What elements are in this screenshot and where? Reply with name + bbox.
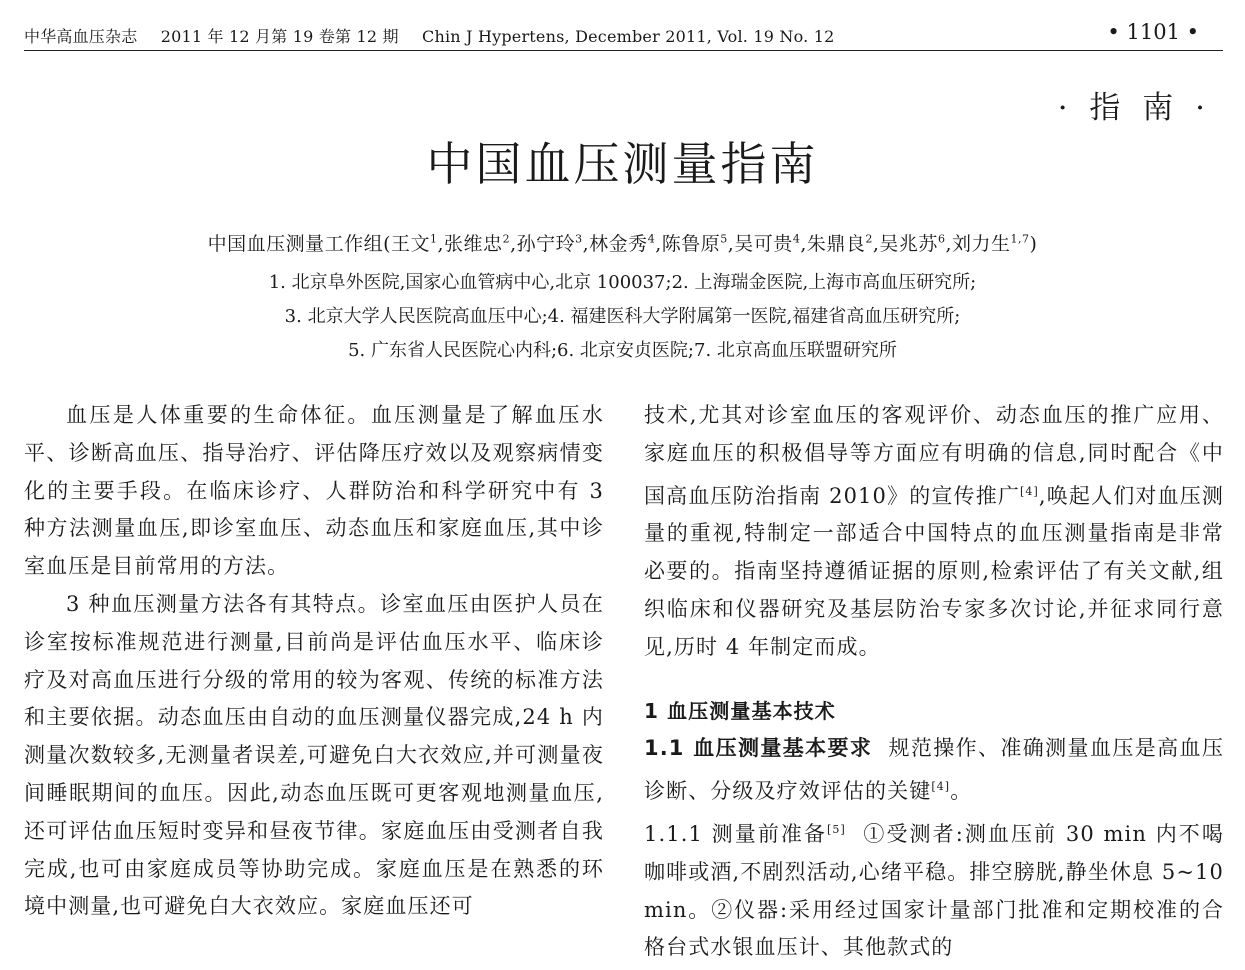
subsection-heading: 1.1 血压测量基本要求: [644, 736, 873, 761]
paragraph: 血压是人体重要的生命体征。血压测量是了解血压水平、诊断高血压、指导治疗、评估降压疗效以及观察病情变化的主要手段。在临床诊疗、人群防治和科学研究中有 3 种方法测量血压,即诊室血压、动态血压和家庭血压,其中诊室血压是目前常用的方法。: [24, 403, 604, 579]
author-names: [391, 233, 1030, 255]
paragraph: 3 种血压测量方法各有其特点。诊室血压由医护人员在诊室按标准规范进行测量,目前尚是评估血压水平、临床诊疗及对高血压进行分级的常用的较为客观、传统的标准方法和主要依据。动态血压由自动的血压测量仪器完成,24 h 内测量次数较多,无测量者误差,可避免白大衣效应,并可测量夜间睡眠期间的血压。因此,动态血压既可更客观地测量血压,还可评估血压短时变异和昼夜节律。家庭血压由受测者自我完成,也可由家庭成员等协助完成。家庭血压是在熟悉的环境中测量,也可避免白大衣效应。家庭血压还可: [24, 591, 604, 919]
author-name: 张维忠: [444, 233, 503, 255]
paragraph-text: 。: [950, 779, 973, 804]
author-affiliation-mark: 5: [720, 232, 728, 246]
paragraph-text: 技术,尤其对诊室血压的客观评价、动态血压的推广应用、家庭血压的积极倡导等方面应有明确的信息,同时配合《中国高血压防治指南 2010》的宣传推广: [644, 403, 1224, 508]
author-name: 刘力生: [951, 233, 1011, 255]
author-separator: ,: [582, 233, 590, 255]
author-affiliation-mark: 1,7: [1010, 232, 1030, 246]
author-separator: ,: [727, 233, 735, 255]
author-name: 吴兆苏: [879, 233, 938, 255]
affiliation-line: 1. 北京阜外医院,国家心血管病中心,北京 100037;2. 上海瑞金医院,上海市高血压研究所;: [268, 272, 977, 293]
author-affiliation-mark: 4: [647, 232, 656, 246]
paragraph-text: ,唤起人们对血压测量的重视,特制定一部适合中国特点的血压测量指南是非常必要的。指南坚持遵循证据的原则,检索评估了有关文献,组织临床和仪器研究及基层防治专家多次讨论,并征求同行意见,历时 4 年制定而成。: [644, 483, 1224, 659]
author-separator: ,: [510, 233, 517, 255]
journal-citation-en: Chin J Hypertens, December 2011, Vol. 19 No. 12: [422, 27, 835, 46]
journal-citation: [24, 24, 852, 47]
body-column-left: [24, 397, 604, 926]
section-tag: · 指 南 ·: [1057, 90, 1211, 126]
issue-cn: 2011 年 12 月第 19 卷第 12 期: [160, 27, 399, 46]
paragraph: [644, 730, 1224, 811]
author-separator: ,: [800, 233, 807, 255]
paragraph-text: 规范操作、准确测量血压是高血压诊断、分级及疗效评估的关键: [644, 736, 1224, 804]
author-name: 林金秀: [589, 233, 648, 255]
author-affiliation-mark: 2: [502, 232, 511, 246]
body-column-right: [644, 397, 1224, 967]
author-group: 中国血压测量工作组(: [207, 233, 391, 255]
citation-ref: [4]: [931, 780, 951, 794]
author-separator: ,: [437, 233, 445, 255]
author-list: [0, 229, 1245, 256]
author-name: 吴可贵: [734, 233, 793, 255]
author-separator: ,: [872, 233, 880, 255]
author-affiliation-mark: 6: [937, 232, 946, 246]
subsubsection-heading: 1.1.1 测量前准备: [644, 821, 828, 846]
author-name: 朱鼎良: [806, 233, 866, 255]
running-head: [24, 18, 1223, 51]
author-affiliation-mark: 4: [792, 232, 801, 246]
affiliation-line: 5. 广东省人民医院心内科;6. 北京安贞医院;7. 北京高血压联盟研究所: [348, 340, 897, 361]
author-separator: ,: [655, 233, 662, 255]
author-name: 王文: [390, 233, 430, 255]
author-separator: ,: [945, 233, 952, 255]
article-title: 中国血压测量指南: [426, 137, 819, 191]
journal-name-cn: 中华高血压杂志: [24, 27, 138, 46]
paragraph: [644, 811, 1224, 967]
citation-ref: [5]: [827, 822, 846, 836]
author-affiliation-mark: 3: [575, 232, 583, 246]
author-name: 孙宁玲: [516, 233, 576, 255]
paragraph-text: ①受测者:测血压前 30 min 内不喝咖啡或酒,不剧烈活动,心绪平稳。排空膀胱,静坐休息 5~10 min。②仪器:采用经过国家计量部门批准和定期校准的合格台式水银血压计、其他款式的: [644, 821, 1224, 960]
page-number: • 1101 •: [1107, 20, 1199, 44]
author-affiliation-mark: 1: [430, 232, 438, 246]
author-close: ): [1029, 233, 1038, 255]
section-heading: 1 血压测量基本技术: [644, 698, 836, 723]
citation-ref: [4]: [1020, 484, 1039, 498]
affiliation-line: 3. 北京大学人民医院高血压中心;4. 福建医科大学附属第一医院,福建省高血压研究所;: [284, 306, 961, 327]
author-name: 陈鲁原: [661, 233, 721, 255]
author-affiliation-mark: 2: [865, 232, 873, 246]
paragraph: [644, 397, 1224, 667]
